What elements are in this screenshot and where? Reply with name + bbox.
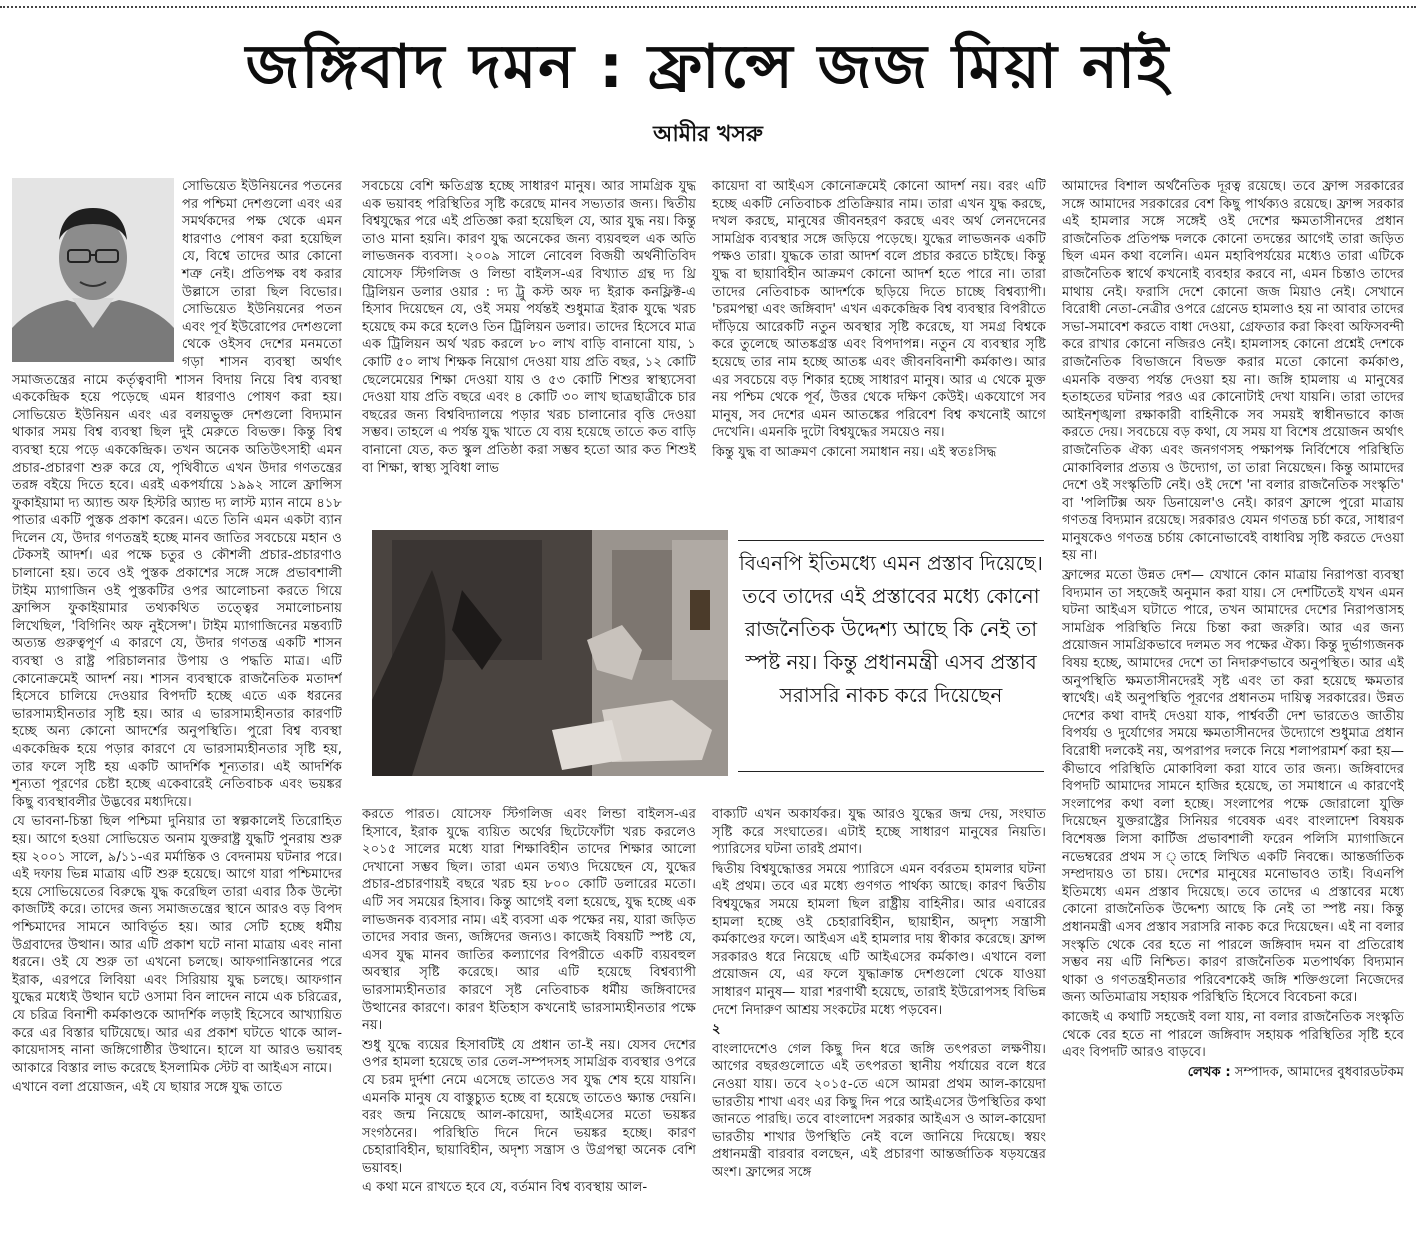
paragraph: এ কথা মনে রাখতে হবে যে, বর্তমান বিশ্ব ব্যবস্থায় আল-	[362, 1180, 648, 1196]
paris-attack-photo	[372, 530, 728, 776]
headline: জঙ্গিবাদ দমন : ফ্রান্সে জজ মিয়া নাই	[245, 32, 1171, 102]
paragraph: দ্বিতীয় বিশ্বযুদ্ধোত্তর সময়ে প্যারিসে এমন বর্বরতম হামলার ঘটনা এই প্রথম। তবে এর মধ্যে গুণগত পার্থক্য আছে। কারণ দ্বিতীয় বিশ্বযুদ্ধের সময়ে হামলা ছিল রাষ্ট্রীয় বাহিনীর। আর এবারের হামলা হচ্ছে ওই চেহারাবিহীন, ছায়াহীন, অদৃশ্য সন্ত্রাসী কর্মকাণ্ডের ফলে। আইএস এই হামলার দায় স্বীকার করেছে। ফ্রান্স সরকারও ধরে নিয়েছে এটি আইএসের কর্মকাণ্ড। এখানে বলা প্রয়োজন যে, এর ফলে যুদ্ধাক্রান্ত দেশগুলো থেকে যাওয়া সাধারণ মানুষ— যারা শরণার্থী হয়েছে, তারাই ইউরোপসহ বিভিন্ন দেশে নিদারুণ আশ্রয় সংকটের মধ্যে পড়বেন।	[712, 861, 1046, 1018]
column-3-top	[712, 178, 1046, 520]
paragraph: যে ভাবনা-চিন্তা ছিল পশ্চিমা দুনিয়ার তা স্বল্পকালেই তিরোহিত হয়। আগে হওয়া সোভিয়েত অনাম যুক্তরাষ্ট্র যুদ্ধটি পুনরায় শুরু হয় ২০০১ সালে, ৯/১১-এর মর্মান্তিক ও বেদনাময় ঘটনার পরে। এই দফায় ভিন্ন মাত্রায় এটি শুরু হয়েছে। আগে যারা পশ্চিমাদের হয়ে সোভিয়েতের বিরুদ্ধে যুদ্ধ করেছিল তারা এবার ঠিক উল্টো কাজটিই করে। তাদের জন্য সমাজতন্ত্রের স্থানে আরও বড় বিপদ পশ্চিমাদের সামনে আবির্ভূত হয়। আর সেটি হচ্ছে ধর্মীয় উগ্রবাদের উত্থান। আর এটি প্রকাশ ঘটে নানা মাত্রায় এবং নানা ধরনে। ওই যে শুরু তা এখনো চলছে। আফগানিস্তানের পরে ইরাক, এরপরে লিবিয়া এবং সিরিয়ায় যুদ্ধ চলছে। আফগান যুদ্ধের মধ্যেই উত্থান ঘটে ওসামা বিন লাদেন নামে এক চরিত্রের, যে চরিত্র বিনাশী কর্মকাণ্ডকে আদর্শিক লড়াই হিসেবে আখ্যায়িত করে এর বিস্তার ঘটিয়েছে। আর এর প্রকাশ ঘটতে থাকে আল-কায়েদাসহ নানা জঙ্গিগোষ্ঠীর উত্থানে। হালে যা আরও ভয়াবহ আকারে বিস্তার লাভ করেছে ইসলামিক স্টেট বা আইএস নামে।	[12, 814, 342, 1076]
paragraph: শুধু যুদ্ধে ব্যয়ের হিসাবটিই যে প্রধান তা-ই নয়। যেসব দেশের ওপর হামলা হয়েছে তার তেল-সম্পদসহ সামগ্রিক ব্যবস্থার ওপরে যে চরম দুর্দশা নেমে এসেছে তাতেও সব যুদ্ধ শেষ হয়ে যায়নি। এমনকি মানুষ যে বাস্তুচ্যুত হচ্ছে বা হয়েছে তাতেও ক্ষ্যান্ত দেয়নি। বরং জন্ম নিয়েছে আল-কায়েদা, আইএসের মতো ভয়ঙ্কর সংগঠনের। পরিস্থিতি দিনে দিনে ভয়ঙ্কর হচ্ছে। কারণ চেহারাবিহীন, ছায়াবিহীন, অদৃশ্য সন্ত্রাস ও উগ্রপন্থা অনেক বেশি ভয়াবহ।	[362, 1037, 696, 1176]
paragraph: করতে পারত। যোসেফ স্টিগলিজ এবং লিন্ডা বাইলস-এর হিসাবে, ইরাক যুদ্ধে ব্যয়িত অর্থের ছিটেফোঁটা খরচ করলেও ২০১৫ সালের মধ্যে যারা শিক্ষাবিহীন তাদের শিক্ষার আলো দেখানো সম্ভব ছিল। তারা এমন তথ্যও দিয়েছেন যে, যুদ্ধের প্রচার-প্রচারণায়ই বছরে খরচ হয় ৮০০ কোটি ডলারের মতো। এটি সব সময়ের হিসাব। কিন্তু আগেই বলা হয়েছে, যুদ্ধ হচ্ছে এক লাভজনক ব্যবসার নাম। এই ব্যবসা এক পক্ষের নয়, যারা জড়িত তাদের সবার জন্য, জঙ্গিদের জন্যও। কাজেই বিষয়টি স্পষ্ট যে, এসব যুদ্ধ মানব জাতির কল্যাণের বিপরীতে একটি ব্যয়বহুল অবস্থার সৃষ্টি করেছে। আর এটি হয়েছে বিশ্বব্যাপী ভারসাম্যহীনতার কারণে সৃষ্ট নেতিবাচক ধর্মীয় জঙ্গিবাদের উত্থানের কারণে। কারণ ইতিহাস কখনোই ভারসাম্যহীনতার পক্ষে নয়।	[362, 807, 696, 1034]
column-2-top	[362, 178, 696, 520]
column-2-bottom	[362, 806, 696, 1226]
paragraph: আমাদের বিশাল অর্থনৈতিক দূরত্ব রয়েছে। তবে ফ্রান্স সরকারের সঙ্গে আমাদের সরকারের বেশ কিছু পার্থক্যও রয়েছে। ফ্রান্স সরকার এই হামলার সঙ্গে সঙ্গেই ওই দেশের ক্ষমতাসীনদের প্রধান রাজনৈতিক প্রতিপক্ষ দলকে কোনো তদন্তের আগেই তারা জড়িত ছিল এমন কথা বলেনি। এমন মহাবিপর্যয়ের মধ্যেও তারা এটিকে রাজনৈতিক স্বার্থে কখনোই ব্যবহার করবে না, এমন চিন্তাও তাদের মাথায় নেই। ফরাসি দেশে কোনো জজ মিয়াও নেই। সেখানে বিরোধী নেতা-নেত্রীর ওপরে গ্রেনেড হামলাও হয় না আবার তাদের সভা-সমাবেশ করতে বাধা দেওয়া, গ্রেফতার করা কিংবা অফিসবন্দী করে রাখার কোনো নজিরও নেই। হামলাসহ কোনো প্রশ্নেই দেশকে রাজনৈতিক বিভাজনে বিভক্ত করার মতো কোনো কর্মকাণ্ড, এমনকি বক্তব্য পর্যন্ত দেওয়া হয় না। জঙ্গি হামলায় এ মানুষের হতাহতের ঘটনার পরও এর কোনোটাই দেখা যায়নি। তারা তাদের আইনশৃঙ্খলা রক্ষাকারী বাহিনীকে সব সময়ই স্বাধীনভাবে কাজ করতে দেয়। সবচেয়ে বড় কথা, যে সময় যা বিশেষ প্রয়োজন অর্থাৎ রাজনৈতিক ঐক্য এবং জনগণসহ পক্ষাপক্ষ নির্বিশেষে পরিস্থিতি মোকাবিলার প্রত্যয় ও উদ্যোগ, তা তারা নিয়েছেন। কিন্তু আমাদের দেশে ওই সংস্কৃতিটি নেই। ওই দেশে 'না বলার রাজনৈতিক সংস্কৃতি' বা 'পলিটিক্স অফ ডিনায়েল'ও নেই। কারণ ফ্রান্সে পুরো মাত্রায় গণতন্ত্র বিদ্যমান রয়েছে। সরকারও যেমন গণতন্ত্র চর্চা করে, সাধারণ মানুষকেও গণতন্ত্র চর্চায় কোনোভাবেই বাধাবিঘ্ন সৃষ্টি করতে দেওয়া হয় না।	[1062, 179, 1404, 564]
author-credit-text: সম্পাদক, আমাদের বুধবারডটকম	[1234, 1064, 1404, 1080]
paragraph: ফ্রান্সের মতো উন্নত দেশ— যেখানে কোন মাত্রায় নিরাপত্তা ব্যবস্থা বিদ্যমান তা সহজেই অনুমান করা যায়। সে দেশটিতেই যখন এমন ঘটনা আইএস ঘটাতে পারে, তখন আমাদের দেশের নিরাপত্তাসহ সামগ্রিক পরিস্থিতি নিয়ে চিন্তা করা জরুরি। আর এর জন্য প্রয়োজন সামগ্রিকভাবে দলমত সব পক্ষের ঐক্য। কিন্তু দুর্ভাগ্যজনক বিষয় হচ্ছে, আমাদের দেশে তা নিদারুণভাবে অনুপস্থিত। আর এই অনুপস্থিতি ক্ষমতাসীনদেরই সৃষ্ট এবং তা করা হয়েছে ক্ষমতার স্বার্থেই। এই অনুপস্থিতি পূরণের প্রধানতম দায়িত্ব সরকারের। উন্নত দেশের কথা বাদই দেওয়া যাক, পার্শ্ববর্তী দেশ ভারতেও জাতীয় বিপর্যয় ও দুর্যোগের সময়ে ক্ষমতাসীনদের উদ্যোগে শুধুমাত্র প্রধান বিরোধী দলকেই নয়, অপরাপর দলকে নিয়ে শলাপরামর্শ করা হয়— কীভাবে পরিস্থিতি মোকাবিলা করা যাবে তার জন্য। জঙ্গিবাদের বিপদটি আমাদের সামনে হাজির হয়েছে, তা সমাধানে এ কারণেই সংলাপের কথা বলা হচ্ছে। সংলাপের পক্ষে জোরালো যুক্তি দিয়েছেন যুক্তরাষ্ট্রের সিনিয়র গবেষক এবং বাংলাদেশ বিষয়ক বিশেষজ্ঞ লিসা কার্টিজ প্রভাবশালী ফরেন পলিসি ম্যাগাজিনে নভেম্বরের প্রথম স ্তাহে লিখিত একটি নিবন্ধে। আন্তর্জাতিক সম্প্রদায়ও তা চায়। দেশের মানুষের মনোভাবও তাই। বিএনপি ইতিমধ্যে এমন প্রস্তাব দিয়েছে। তবে তাদের এ প্রস্তাবের মধ্যে কোনো রাজনৈতিক উদ্দেশ্য আছে কি নেই তা স্পষ্ট নয়। কিন্তু প্রধানমন্ত্রী এসব প্রস্তাব সরাসরি নাকচ করে দিয়েছেন। এই না বলার সংস্কৃতি থেকে বের হতে না পারলে জঙ্গিবাদ দমন বা প্রতিরোধ সম্ভব নয় এটি নিশ্চিত। কারণ রাজনৈতিক মতপার্থক্য বিদ্যমান থাকা ও গণতন্ত্রহীনতার পরিবেশকেই জঙ্গি শক্তিগুলো নিজেদের জন্য অতিমাত্রায় সহায়ক পরিস্থিতি হিসেবে বিবেচনা করে।	[1062, 568, 1404, 1006]
column-4	[1062, 178, 1404, 1226]
column-3-bottom	[712, 806, 1046, 1226]
paragraph: সোভিয়েত ইউনিয়নের পতনের পর পশ্চিমা দেশগুলো এবং এর সমর্থকদের পক্ষ থেকে এমন ধারণাও পোষণ করা হয়েছিল যে, বিশ্বে তাদের আর কোনো শত্রু নেই। প্রতিপক্ষ বধ করার উল্লাসে তারা ছিল বিভোর। সোভিয়েত ইউনিয়নের পতন এবং পূর্ব ইউরোপের দেশগুলো থেকে ওইসব দেশের মনমতো গড়া শাসন ব্যবস্থা অর্থাৎ সমাজতন্ত্রের নামে কর্তৃত্ববাদী শাসন বিদায় নিয়ে বিশ্ব ব্যবস্থা এককেন্দ্রিক হয়ে পড়েছে এমন ধারণাও পোষণ করা হয়। সোভিয়েত ইউনিয়ন এবং এর বলয়ভুক্ত দেশগুলো বিদ্যমান থাকার সময় বিশ্ব ব্যবস্থা ছিল দুই মেরুতে বিভক্ত। কিন্তু বিশ্ব ব্যবস্থা হয়ে পড়ে এককেন্দ্রিক। তখন অনেক অতিউৎসাহী এমন প্রচার-প্রচারণা শুরু করে যে, পৃথিবীতে এখন উদার গণতন্ত্রের তরঙ্গ বইয়ে দিতে হবে। এরই একপর্যায়ে ১৯৯২ সালে ফ্রান্সিস ফুকাইয়ামা দ্য অ্যান্ড অফ হিস্টরি অ্যান্ড দ্য লাস্ট ম্যান নামে ৪১৮ পাতার একটি পুস্তক প্রকাশ করেন। এতে তিনি এমন একটা ব্যান দিলেন যে, উদার গণতন্ত্রই হচ্ছে মানব জাতির সবচেয়ে মহান ও টেকসই আদর্শ। এর পক্ষে চতুর ও কৌশলী প্রচার-প্রচারণাও চালানো হয়। তবে ওই পুস্তক প্রকাশের সঙ্গে সঙ্গে প্রভাবশালী টাইম ম্যাগাজিন ওই পুস্তকটির ওপর আলোচনা করতে গিয়ে ফ্রান্সিস ফুকাইয়ামার তথ্যকথিত তত্ত্বের সমালোচনায় লিখেছিল, 'বিগিনিং অফ নুইসেন্স'। টাইম ম্যাগাজিনের মন্তব্যটি অত্যন্ত গুরুত্বপূর্ণ এ কারণে যে, উদার গণতন্ত্র একটি শাসন ব্যবস্থা ও রাষ্ট্র পরিচালনার উপায় ও পদ্ধতি মাত্র। এটি কোনোক্রমেই আদর্শ নয়। শাসন ব্যবস্থাকে রাজনৈতিক মতাদর্শ হিসেবে চালিয়ে দেওয়ার বিপদটি হচ্ছে এতে এক ধরনের ভারসাম্যহীনতার সৃষ্টি হয়। আর এ ভারসাম্যহীনতার কারণটি হচ্ছে অন্য কোনো আদর্শের অনুপস্থিতি। পুরো বিশ্ব ব্যবস্থা এককেন্দ্রিক হয়ে পড়ার কারণে যে ভারসাম্যহীনতার সৃষ্টি হয়, তার ফলে সৃষ্টি হয় একটি আদর্শিক শূন্যতার। এই আদর্শিক শূন্যতা পূরণের চেষ্টা হচ্ছে একেবারেই নেতিবাচক এবং ভয়ঙ্কর কিছু ব্যবস্থাবলীর উদ্ভবের মধ্যদিয়ে।	[12, 179, 342, 810]
column-1	[12, 178, 342, 1226]
pull-quote-box	[738, 540, 1044, 772]
section-number: ২	[712, 1022, 721, 1038]
paragraph: কাজেই এ কথাটি সহজেই বলা যায়, না বলার রাজনৈতিক সংস্কৃতি থেকে বের হতে না পারলে জঙ্গিবাদ সহায়ক পরিস্থিতির সৃষ্টি হবে এবং বিপদটি আরও বাড়বে।	[1062, 1009, 1404, 1061]
author-portrait-image	[12, 178, 174, 362]
paragraph: বাক্যটি এখন অকার্যকর। যুদ্ধ আরও যুদ্ধের জন্ম দেয়, সংঘাত সৃষ্টি করে সংঘাতের। এটাই হচ্ছে সাধারণ মানুষের নিয়তি। প্যারিসের ঘটনা তারই প্রমাণ।	[712, 807, 1046, 858]
byline: আমীর খসরু	[653, 122, 763, 147]
author-photo	[12, 178, 174, 362]
news-photo	[372, 530, 728, 776]
author-credit-label: লেখক :	[1187, 1064, 1231, 1080]
paragraph: কায়েদা বা আইএস কোনোক্রমেই কোনো আদর্শ নয়। বরং এটি হচ্ছে একটি নেতিবাচক প্রতিক্রিয়ার নাম। তারা এখন যুদ্ধ করছে, দখল করছে, মানুষের জীবনহরণ করছে এবং অর্থ লেনদেনের সামগ্রিক ব্যবস্থার সঙ্গে জড়িয়ে পড়েছে। যুদ্ধের লাভজনক একটি পক্ষও তারা। যুদ্ধকে তারা আদর্শ বলে প্রচার করতে চাইছে। কিন্তু যুদ্ধ বা ছায়াবিহীন আক্রমণ কোনো আদর্শ হতে পারে না। তারা তাদের নেতিবাচক আদর্শকে ছড়িয়ে দিতে চাচ্ছে বিশ্বব্যাপী। 'চরমপন্থা এবং জঙ্গিবাদ' এখন এককেন্দ্রিক বিশ্ব ব্যবস্থার বিপরীতে দাঁড়িয়ে আরেকটি নতুন অবস্থার সৃষ্টি করেছে, যা সমগ্র বিশ্বকে করে তুলেছে আতঙ্কগ্রস্ত এবং বিপদাপন্ন। নতুন যে ব্যবস্থার সৃষ্টি হয়েছে তার নাম হচ্ছে আতঙ্ক এবং জীবনবিনাশী কর্মকাণ্ড। আর এর সবচেয়ে বড় শিকার হচ্ছে সাধারণ মানুষ। আর এ থেকে মুক্ত নয় পশ্চিম থেকে পূর্ব, উত্তর থেকে দক্ষিণ কেউই। একযোগে সব মানুষ, সব দেশের এমন আতঙ্কের পরিবেশ বিশ্ব কখনোই আগে দেখেনি। এমনকি দুটো বিশ্বযুদ্ধের সময়েও নয়।	[712, 179, 1046, 441]
author-credit	[1062, 1064, 1404, 1082]
paragraph: এখানে বলা প্রয়োজন, এই যে ছায়ার সঙ্গে যুদ্ধ তাতে	[12, 1080, 283, 1096]
paragraph: কিন্তু যুদ্ধ বা আক্রমণ কোনো সমাধান নয়। এই স্বতঃসিদ্ধ	[712, 444, 997, 460]
top-border-rule	[0, 6, 1416, 8]
pull-quote	[738, 530, 1048, 776]
paragraph: সবচেয়ে বেশি ক্ষতিগ্রস্ত হচ্ছে সাধারণ মানুষ। আর সামগ্রিক যুদ্ধ এক ভয়াবহ পরিস্থিতির সৃষ্টি করেছে মানব সভ্যতার জন্য। দ্বিতীয় বিশ্বযুদ্ধের পরে এই প্রতিজ্ঞা করা হয়েছিল যে, আর যুদ্ধ নয়। কিন্তু তাও মানা হয়নি। কারণ যুদ্ধ অনেকের জন্য ব্যয়বহুল এক অতি লাভজনক ব্যবসা। ২০০৯ সালে নোবেল বিজয়ী অর্থনীতিবিদ যোসেফ স্টিগলিজ ও লিন্ডা বাইলস-এর বিখ্যাত গ্রন্থ দ্য থ্রি ট্রিলিয়ন ডলার ওয়ার : দ্য ট্রু কস্ট অফ দ্য ইরাক কনফ্লিক্ট-এ হিসাব দিয়েছেন যে, ওই সময় পর্যন্তই শুধুমাত্র ইরাক যুদ্ধে খরচ হয়েছে কম করে হলেও তিন ট্রিলিয়ন ডলার। তাদের হিসেবে মাত্র এক ট্রিলিয়ন অর্থ খরচ করলে ৮০ লাখ বাড়ি বানানো যায়, ১ কোটি ৫০ লাখ শিক্ষক নিয়োগ দেওয়া যায় প্রতি বছর, ১২ কোটি ছেলেমেয়ের শিক্ষা দেওয়া যায় ও ৫৩ কোটি শিশুর স্বাস্থ্যসেবা দেওয়া যায় প্রতি বছরে এবং ৪ কোটি ৩০ লাখ ছাত্রছাত্রীকে চার বছরের জন্য বিশ্ববিদ্যালয়ে পড়ার খরচ চালানোর বৃত্তি দেওয়া সম্ভব। তাহলে এ পর্যন্ত যুদ্ধ খাতে যে ব্যয় হয়েছে তাতে কত বাড়ি বানানো যেত, কত স্কুল প্রতিষ্ঠা করা সম্ভব হতো আর কত শিশুই বা শিক্ষা, স্বাস্থ্য সুবিধা লাভ	[362, 179, 696, 476]
paragraph: বাংলাদেশেও গেল কিছু দিন ধরে জঙ্গি তৎপরতা লক্ষণীয়। আগের বছরগুলোতে এই তৎপরতা স্থানীয় পর্যায়ের বলে ধরে নেওয়া যায়। তবে ২০১৫-তে এসে আমরা প্রথম আল-কায়েদা ভারতীয় শাখা এবং এর কিছু দিন পরে আইএসের উপস্থিতির কথা জানতে পারছি। তবে বাংলাদেশ সরকার আইএস ও আল-কায়েদা ভারতীয় শাখার উপস্থিতি নেই বলে জানিয়ে দিয়েছে। স্বয়ং প্রধানমন্ত্রী বারবার বলছেন, এই প্রচারণা আন্তর্জাতিক ষড়যন্ত্রের অংশ। ফ্রান্সের সঙ্গে	[712, 1041, 1046, 1180]
pull-quote-text: বিএনপি ইতিমধ্যে এমন প্রস্তাব দিয়েছে। তবে তাদের এই প্রস্তাবের মধ্যে কোনো রাজনৈতিক উদ্দেশ্য আছে কি নেই তা স্পষ্ট নয়। কিন্তু প্রধানমন্ত্রী এসব প্রস্তাব সরাসরি নাকচ করে দিয়েছেন	[739, 551, 1043, 707]
